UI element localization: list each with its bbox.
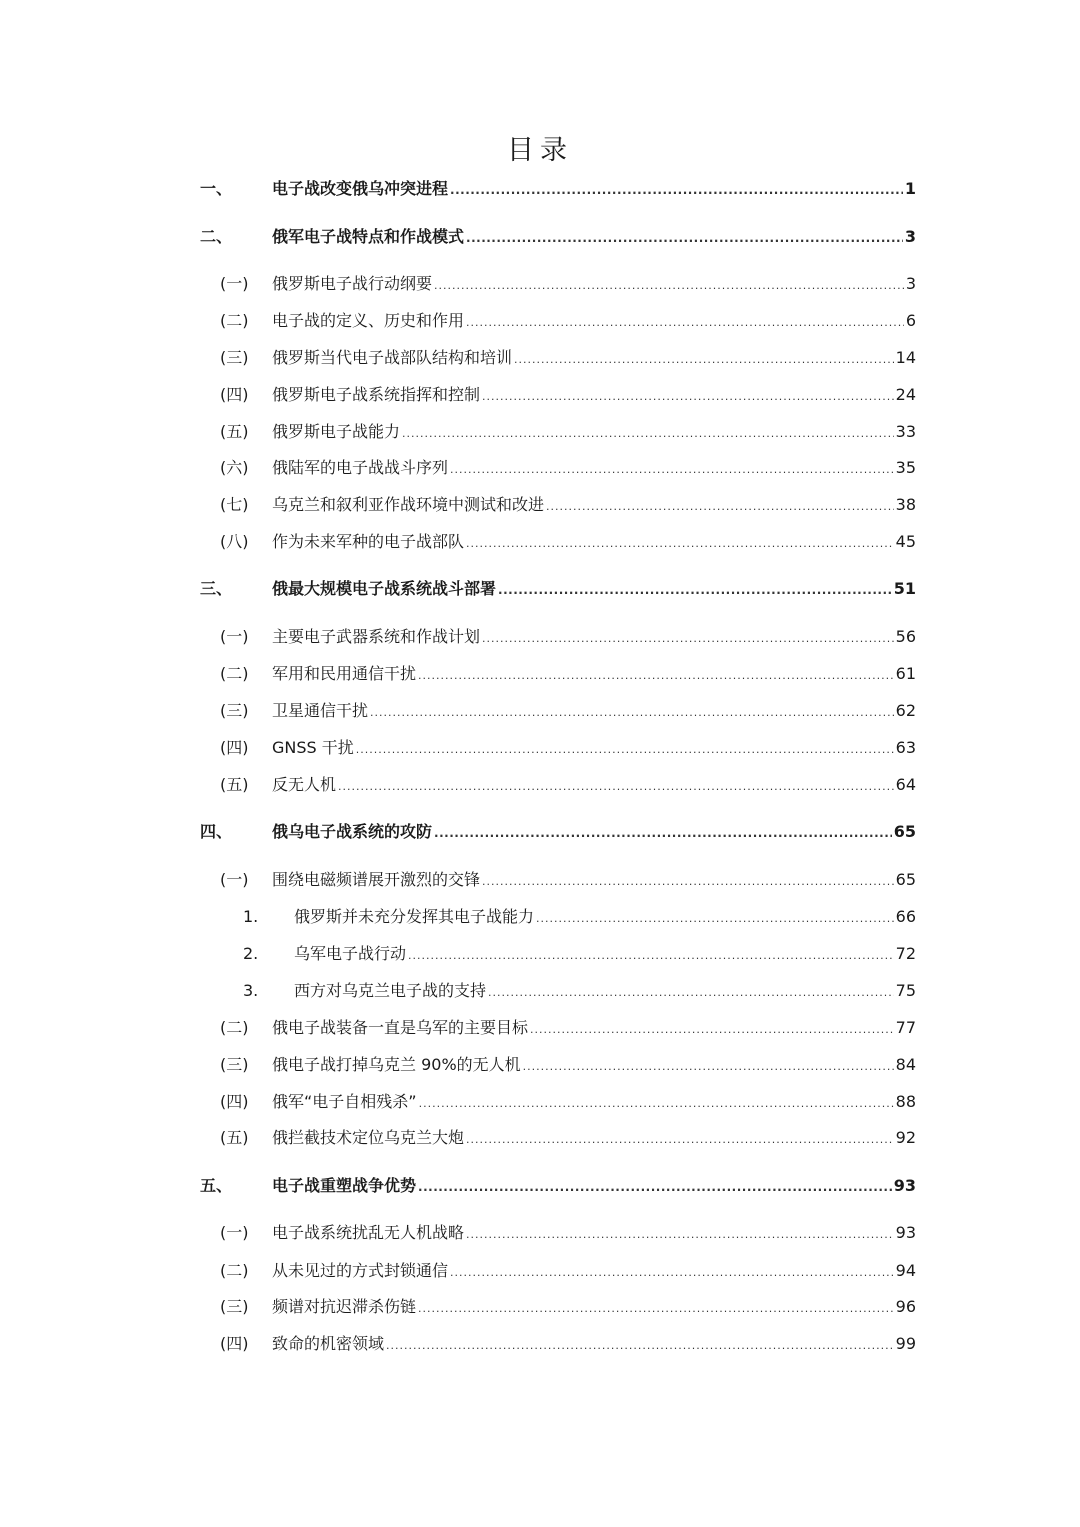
toc-entry-number: 五、: [200, 1176, 233, 1195]
toc-entry-title: 俄乌电子战系统的攻防: [272, 822, 433, 841]
toc-entry-title: GNSS 干扰: [272, 738, 354, 757]
toc-entry-line: [272, 1258, 916, 1286]
toc-section-entry[interactable]: [0, 735, 1080, 761]
toc-subsection-entry[interactable]: [0, 904, 1080, 930]
toc-entry-line: [272, 661, 916, 689]
toc-entry-title: 电子战改变俄乌冲突进程: [272, 179, 449, 198]
toc-entry-line: [272, 1331, 916, 1359]
toc-page-number: 66: [895, 907, 916, 926]
toc-page-number: 6: [905, 311, 916, 330]
toc-page-number: 24: [895, 385, 916, 404]
toc-page-number: 75: [895, 981, 916, 1000]
toc-section-entry[interactable]: [0, 1220, 1080, 1246]
toc-entry-title: 俄罗斯并未充分发挥其电子战能力: [294, 907, 535, 926]
toc-page-number: 77: [895, 1018, 916, 1037]
toc-dot-leader: [434, 273, 904, 299]
toc-page-number: 93: [893, 1176, 916, 1195]
toc-entry-number: (三): [220, 1055, 249, 1074]
toc-entry-number: (一): [220, 274, 249, 293]
toc-dot-leader: [523, 1054, 894, 1080]
toc-entry-title: 主要电子武器系统和作战计划: [272, 627, 481, 646]
toc-entry-number: 四、: [200, 822, 233, 841]
toc-dot-leader: [450, 457, 894, 483]
toc-entry-title: 从未见过的方式封锁通信: [272, 1261, 449, 1280]
toc-entry-number: (三): [220, 1297, 249, 1316]
toc-entry-number: (一): [220, 870, 249, 889]
toc-entry-line: [272, 224, 916, 251]
toc-chapter-entry[interactable]: [0, 576, 1080, 602]
toc-dot-leader: [434, 820, 892, 846]
toc-dot-leader: [338, 774, 894, 800]
toc-section-entry[interactable]: [0, 772, 1080, 798]
toc-page-number: 88: [895, 1092, 916, 1111]
toc-page-number: 38: [895, 495, 916, 514]
toc-entry-line: [272, 819, 916, 846]
toc-dot-leader: [356, 737, 894, 763]
toc-section-entry[interactable]: [0, 1052, 1080, 1078]
toc-entry-title: 俄罗斯电子战系统指挥和控制: [272, 385, 481, 404]
toc-subsection-entry[interactable]: [0, 978, 1080, 1004]
toc-entry-line: [272, 1089, 916, 1117]
toc-entry-number: (七): [220, 495, 249, 514]
toc-page-number: 62: [895, 701, 916, 720]
toc-page-number: 63: [895, 738, 916, 757]
toc-entry-title: 频谱对抗迟滞杀伤链: [272, 1297, 417, 1316]
toc-page-number: 51: [893, 579, 916, 598]
toc-entry-line: [294, 941, 916, 969]
toc-page-number: 65: [895, 870, 916, 889]
toc-dot-leader: [514, 347, 894, 373]
toc-entry-line: [272, 455, 916, 483]
toc-entry-number: (四): [220, 1334, 249, 1353]
toc-entry-number: (一): [220, 1223, 249, 1242]
toc-page-number: 61: [895, 664, 916, 683]
toc-entry-number: (三): [220, 701, 249, 720]
toc-entry-title: 反无人机: [272, 775, 337, 794]
toc-section-entry[interactable]: [0, 455, 1080, 481]
toc-page-number: 56: [895, 627, 916, 646]
toc-dot-leader: [466, 1127, 894, 1153]
toc-section-entry[interactable]: [0, 1258, 1080, 1284]
toc-entry-title: 俄罗斯电子战能力: [272, 422, 401, 441]
toc-dot-leader: [370, 700, 894, 726]
toc-page-number: 35: [895, 458, 916, 477]
toc-entry-title: 俄罗斯当代电子战部队结构和培训: [272, 348, 513, 367]
toc-entry-number: (四): [220, 385, 249, 404]
toc-entry-title: 乌克兰和叙利亚作战环境中测试和改进: [272, 495, 545, 514]
toc-section-entry[interactable]: [0, 1331, 1080, 1357]
toc-entry-number: (六): [220, 458, 249, 477]
toc-page-number: 92: [895, 1128, 916, 1147]
toc-page-number: 84: [895, 1055, 916, 1074]
toc-entry-title: 致命的机密领域: [272, 1334, 385, 1353]
toc-page-number: 99: [895, 1334, 916, 1353]
toc-dot-leader: [419, 1091, 894, 1117]
toc-entry-line: [272, 419, 916, 447]
toc-dot-leader: [466, 531, 894, 557]
toc-entry-line: [294, 978, 916, 1006]
toc-page-number: 64: [895, 775, 916, 794]
toc-section-entry[interactable]: [0, 624, 1080, 650]
toc-entry-line: [272, 1220, 916, 1248]
toc-entry-number: (二): [220, 1261, 249, 1280]
toc-entry-line: [272, 1294, 916, 1322]
toc-section-entry[interactable]: [0, 698, 1080, 724]
toc-page-number: 14: [895, 348, 916, 367]
toc-entry-title: 俄军电子战特点和作战模式: [272, 227, 465, 246]
toc-entry-line: [272, 1125, 916, 1153]
toc-entry-title: 乌军电子战行动: [294, 944, 407, 963]
toc-entry-line: [272, 576, 916, 603]
toc-section-entry[interactable]: [0, 1294, 1080, 1320]
toc-entry-line: [272, 382, 916, 410]
toc-entry-line: [272, 698, 916, 726]
toc-dot-leader: [498, 577, 892, 603]
toc-section-entry[interactable]: [0, 345, 1080, 371]
toc-chapter-entry[interactable]: [0, 176, 1080, 202]
toc-dot-leader: [408, 943, 894, 969]
toc-entry-line: [272, 271, 916, 299]
toc-entry-line: [272, 529, 916, 557]
toc-entry-title: 军用和民用通信干扰: [272, 664, 417, 683]
toc-entry-title: 俄拦截技术定位乌克兰大炮: [272, 1128, 465, 1147]
toc-page-number: 96: [895, 1297, 916, 1316]
toc-entry-title: 西方对乌克兰电子战的支持: [294, 981, 487, 1000]
toc-entry-title: 电子战的定义、历史和作用: [272, 311, 465, 330]
toc-dot-leader: [450, 177, 903, 203]
toc-entry-title: 俄电子战打掉乌克兰 90%的无人机: [272, 1055, 521, 1074]
toc-dot-leader: [536, 906, 894, 932]
toc-entry-title: 俄陆军的电子战战斗序列: [272, 458, 449, 477]
toc-section-entry[interactable]: [0, 661, 1080, 687]
toc-entry-number: 一、: [200, 179, 233, 198]
toc-entry-number: (一): [220, 627, 249, 646]
toc-page-number: 94: [895, 1261, 916, 1280]
toc-entry-number: (八): [220, 532, 249, 551]
toc-entry-line: [272, 1015, 916, 1043]
toc-entry-title: 俄最大规模电子战系统战斗部署: [272, 579, 497, 598]
toc-dot-leader: [418, 1296, 894, 1322]
toc-dot-leader: [482, 869, 894, 895]
toc-section-entry[interactable]: [0, 529, 1080, 555]
toc-dot-leader: [466, 1222, 894, 1248]
toc-entry-number: (五): [220, 422, 249, 441]
toc-chapter-entry[interactable]: [0, 1173, 1080, 1199]
toc-dot-leader: [418, 663, 894, 689]
toc-dot-leader: [418, 1174, 892, 1200]
toc-entry-number: (五): [220, 1128, 249, 1147]
toc-section-entry[interactable]: [0, 1015, 1080, 1041]
toc-entry-number: (二): [220, 664, 249, 683]
toc-entry-number: 3.: [243, 981, 259, 1000]
toc-page-number: 72: [895, 944, 916, 963]
toc-section-entry[interactable]: [0, 492, 1080, 518]
toc-dot-leader: [488, 980, 894, 1006]
toc-entry-number: (四): [220, 738, 249, 757]
toc-dot-leader: [546, 494, 894, 520]
toc-section-entry[interactable]: [0, 1089, 1080, 1115]
toc-entry-number: 1.: [243, 907, 259, 926]
toc-dot-leader: [402, 421, 894, 447]
toc-entry-number: (四): [220, 1092, 249, 1111]
toc-entry-number: 二、: [200, 227, 233, 246]
toc-entry-title: 俄军“电子自相残杀”: [272, 1092, 417, 1111]
toc-entry-line: [272, 308, 916, 336]
toc-chapter-entry[interactable]: [0, 819, 1080, 845]
toc-entry-title: 作为未来军种的电子战部队: [272, 532, 465, 551]
toc-dot-leader: [482, 384, 894, 410]
page-title: 目录: [507, 135, 573, 166]
toc-page-number: 1: [904, 179, 916, 198]
toc-entry-line: [272, 492, 916, 520]
toc-entry-line: [272, 1173, 916, 1200]
toc-page-number: 3: [904, 227, 916, 246]
toc-dot-leader: [466, 310, 904, 336]
toc-section-entry[interactable]: [0, 1125, 1080, 1151]
toc-entry-line: [272, 176, 916, 203]
toc-entry-line: [272, 624, 916, 652]
toc-dot-leader: [482, 626, 894, 652]
toc-entry-line: [294, 904, 916, 932]
toc-entry-number: (二): [220, 311, 249, 330]
toc-section-entry[interactable]: [0, 271, 1080, 297]
toc-entry-line: [272, 772, 916, 800]
toc-page-number: 93: [895, 1223, 916, 1242]
toc-section-entry[interactable]: [0, 308, 1080, 334]
toc-entry-number: (三): [220, 348, 249, 367]
toc-subsection-entry[interactable]: [0, 941, 1080, 967]
toc-page-number: 3: [905, 274, 916, 293]
toc-page-number: 45: [895, 532, 916, 551]
toc-dot-leader: [450, 1260, 894, 1286]
toc-dot-leader: [530, 1017, 894, 1043]
toc-entry-title: 电子战重塑战争优势: [272, 1176, 417, 1195]
toc-dot-leader: [386, 1333, 894, 1359]
toc-entry-title: 俄电子战装备一直是乌军的主要目标: [272, 1018, 529, 1037]
toc-section-entry[interactable]: [0, 382, 1080, 408]
toc-entry-line: [272, 1052, 916, 1080]
toc-dot-leader: [466, 225, 903, 251]
toc-entry-title: 卫星通信干扰: [272, 701, 369, 720]
toc-entry-title: 电子战系统扰乱无人机战略: [272, 1223, 465, 1242]
toc-entry-number: (二): [220, 1018, 249, 1037]
toc-entry-line: [272, 735, 916, 763]
toc-section-entry[interactable]: [0, 867, 1080, 893]
toc-entry-number: 三、: [200, 579, 233, 598]
toc-entry-number: 2.: [243, 944, 259, 963]
toc-entry-title: 俄罗斯电子战行动纲要: [272, 274, 433, 293]
toc-section-entry[interactable]: [0, 419, 1080, 445]
toc-page-number: 33: [895, 422, 916, 441]
toc-page-number: 65: [893, 822, 916, 841]
toc-entry-title: 围绕电磁频谱展开激烈的交锋: [272, 870, 481, 889]
toc-entry-line: [272, 867, 916, 895]
toc-chapter-entry[interactable]: [0, 224, 1080, 250]
toc-entry-number: (五): [220, 775, 249, 794]
toc-entry-line: [272, 345, 916, 373]
